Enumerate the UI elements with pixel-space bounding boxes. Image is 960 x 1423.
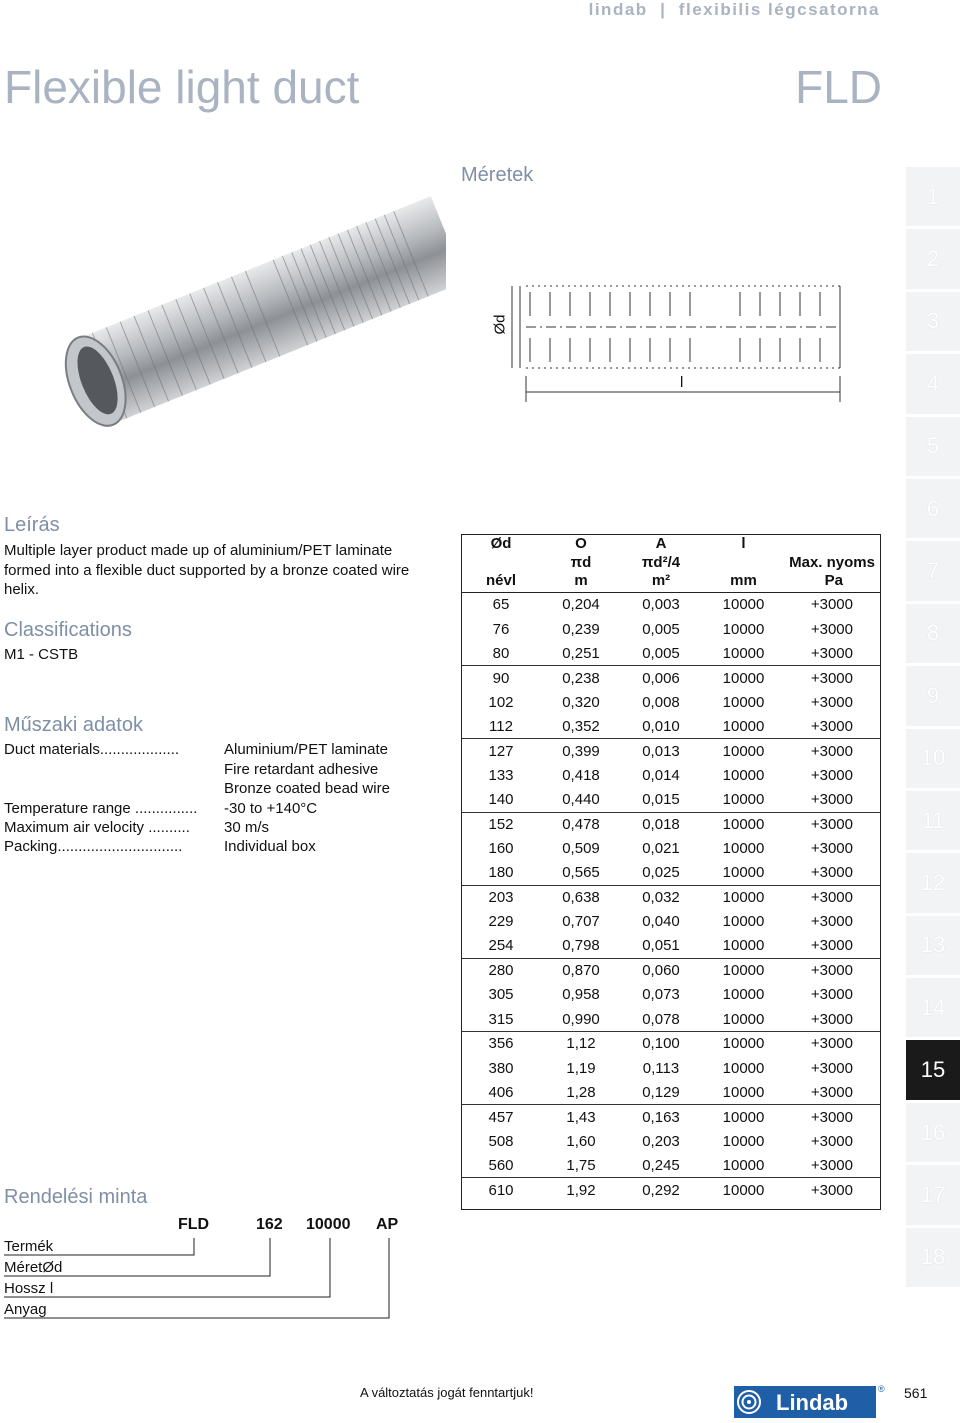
col-sub-d — [461, 553, 541, 572]
cell-area: 0,008 — [642, 693, 680, 711]
cell-length: 10000 — [722, 1059, 765, 1077]
size-table — [461, 534, 881, 1202]
chapter-tab-14[interactable]: 14 — [906, 978, 960, 1040]
cell-area: 0,203 — [642, 1132, 680, 1150]
cell-area: 0,100 — [621, 1032, 701, 1056]
cell-circumference: 1,12 — [541, 1032, 621, 1056]
cell-max-pressure: +3000 — [810, 1132, 853, 1150]
order-label-size: MéretØd — [4, 1259, 63, 1276]
cell-length: 10000 — [722, 596, 765, 614]
col-header-a: A — [655, 535, 667, 552]
col-header-o: O — [575, 535, 587, 552]
col-header-l: l — [741, 535, 746, 552]
cell-length: 10000 — [722, 620, 765, 638]
order-label-length: Hossz l — [4, 1280, 54, 1297]
cell-max-pressure: +3000 — [810, 596, 853, 614]
cell-diameter: 610 — [461, 1178, 541, 1202]
cell-max-pressure: +3000 — [810, 840, 853, 858]
cell-circumference: 0,509 — [562, 840, 600, 858]
brand-name: Lindab — [776, 1390, 849, 1415]
cell-length: 10000 — [701, 812, 786, 836]
cell-diameter: 203 — [461, 885, 541, 909]
cell-length: 10000 — [722, 913, 765, 931]
lindab-logo — [734, 1386, 876, 1418]
cell-area: 0,113 — [642, 1059, 680, 1077]
technical-value-materials-2: Fire retardant adhesive — [224, 761, 379, 778]
order-code-size: 162 — [256, 1216, 283, 1233]
cell-area: 0,292 — [621, 1178, 701, 1202]
cell-circumference: 0,239 — [562, 620, 600, 638]
col-sub-l — [701, 553, 786, 572]
cell-area: 0,014 — [642, 766, 680, 784]
cell-length: 10000 — [722, 1010, 765, 1028]
chapter-tab-8[interactable]: 8 — [906, 604, 960, 666]
product-code: FLD — [795, 61, 882, 113]
cell-area: 0,010 — [642, 717, 680, 735]
header-breadcrumb: lindab | flexibilis légcsatorna — [588, 0, 880, 19]
cell-max-pressure: +3000 — [786, 812, 881, 836]
cell-diameter: 280 — [461, 958, 541, 982]
page-title: Flexible light duct — [4, 61, 360, 113]
cell-area: 0,003 — [642, 596, 680, 614]
col-sub-o: πd — [570, 554, 592, 571]
cell-area: 0,040 — [642, 913, 680, 931]
table-row — [461, 910, 881, 934]
cell-diameter: 90 — [461, 666, 541, 690]
cell-diameter: 406 — [488, 1083, 514, 1101]
cell-area: 0,021 — [642, 840, 680, 858]
cell-area: 0,005 — [642, 620, 680, 638]
cell-diameter: 140 — [488, 791, 514, 809]
cell-max-pressure: +3000 — [810, 791, 853, 809]
technical-value-temperature: -30 to +140°C — [224, 800, 318, 817]
chapter-tab-7[interactable]: 7 — [906, 541, 960, 603]
order-label-product: Termék — [4, 1238, 54, 1255]
duct-photo — [4, 165, 446, 495]
table-row — [461, 1153, 881, 1177]
col-sub-a: πd²/4 — [641, 554, 681, 571]
table-row — [461, 739, 881, 763]
technical-label-packing: Packing.............................. — [4, 838, 183, 855]
classification-value: M1 - CSTB — [4, 646, 79, 663]
classifications-heading: Classifications — [4, 619, 132, 641]
table-row — [461, 836, 881, 860]
cell-area: 0,051 — [642, 937, 680, 955]
cell-max-pressure: +3000 — [810, 717, 853, 735]
cell-area: 0,032 — [621, 885, 701, 909]
cell-length: 10000 — [722, 693, 765, 711]
cell-length: 10000 — [722, 717, 765, 735]
cell-diameter: 76 — [492, 620, 510, 638]
cell-area: 0,005 — [642, 644, 680, 662]
order-code-product: FLD — [178, 1216, 210, 1233]
description-heading: Leírás — [4, 514, 60, 536]
cell-diameter: 102 — [488, 693, 514, 711]
col-header-d: Ød — [490, 535, 512, 552]
cell-area: 0,129 — [642, 1083, 680, 1101]
technical-value-packing: Individual box — [224, 838, 316, 855]
table-row — [461, 1178, 881, 1202]
cell-diameter: 305 — [488, 986, 514, 1004]
cell-circumference: 0,958 — [562, 986, 600, 1004]
order-label-material: Anyag — [4, 1301, 47, 1318]
cell-circumference: 0,870 — [541, 958, 621, 982]
cell-area: 0,025 — [642, 864, 680, 882]
cell-circumference: 0,707 — [562, 913, 600, 931]
table-row — [461, 1032, 881, 1056]
cell-circumference: 0,990 — [562, 1010, 600, 1028]
cell-length: 10000 — [701, 1032, 786, 1056]
cell-length: 10000 — [701, 1105, 786, 1129]
cell-diameter: 254 — [488, 937, 514, 955]
cell-circumference: 0,440 — [562, 791, 600, 809]
chapter-tab-3[interactable]: 3 — [906, 292, 960, 354]
cell-max-pressure: +3000 — [786, 958, 881, 982]
table-row — [461, 812, 881, 836]
cell-max-pressure: +3000 — [786, 1105, 881, 1129]
cell-max-pressure: +3000 — [810, 766, 853, 784]
cell-max-pressure: +3000 — [810, 644, 853, 662]
technical-heading: Műszaki adatok — [4, 714, 143, 736]
cell-circumference: 1,28 — [566, 1083, 596, 1101]
order-example — [0, 1214, 420, 1324]
cell-length: 10000 — [701, 739, 786, 763]
table-row — [461, 1129, 881, 1153]
cell-diameter: 127 — [461, 739, 541, 763]
cell-length: 10000 — [722, 791, 765, 809]
technical-label-materials: Duct materials................... — [4, 741, 180, 758]
cell-length: 10000 — [722, 1083, 765, 1101]
cell-length: 10000 — [722, 840, 765, 858]
chapter-tab-2[interactable]: 2 — [906, 229, 960, 291]
chapter-tab-13[interactable]: 13 — [906, 916, 960, 978]
table-row — [461, 641, 881, 665]
cell-max-pressure: +3000 — [810, 620, 853, 638]
cell-max-pressure: +3000 — [810, 937, 853, 955]
cell-diameter: 457 — [461, 1105, 541, 1129]
table-row — [461, 690, 881, 714]
cell-circumference: 0,478 — [541, 812, 621, 836]
chapter-tabs — [906, 167, 960, 1290]
cell-diameter: 160 — [488, 840, 514, 858]
cell-circumference: 0,798 — [562, 937, 600, 955]
cell-area: 0,078 — [642, 1010, 680, 1028]
chapter-tab-5[interactable]: 5 — [906, 417, 960, 479]
cell-max-pressure: +3000 — [810, 1083, 853, 1101]
cell-length: 10000 — [722, 937, 765, 955]
description-text: Multiple layer product made up of aluminium/PET laminate formed into a flexible duct supported by a bronze coated wire helix. — [4, 542, 410, 598]
technical-value-velocity: 30 m/s — [224, 819, 270, 836]
cell-diameter: 356 — [461, 1032, 541, 1056]
cell-circumference: 0,238 — [541, 666, 621, 690]
cell-max-pressure: +3000 — [786, 739, 881, 763]
col-sub-p: Max. nyoms — [789, 554, 875, 571]
registered-mark: ® — [878, 1384, 885, 1394]
cell-length: 10000 — [722, 1132, 765, 1150]
cell-circumference: 1,75 — [566, 1156, 596, 1174]
cell-length: 10000 — [722, 766, 765, 784]
chapter-tab-17[interactable]: 17 — [906, 1165, 960, 1227]
table-row — [461, 958, 881, 982]
cell-diameter: 315 — [488, 1010, 514, 1028]
cell-area: 0,245 — [642, 1156, 680, 1174]
table-row — [461, 1056, 881, 1080]
cell-area: 0,163 — [621, 1105, 701, 1129]
cell-length: 10000 — [722, 986, 765, 1004]
cell-circumference: 0,638 — [541, 885, 621, 909]
dimension-drawing — [490, 272, 850, 412]
chapter-tab-10[interactable]: 10 — [906, 729, 960, 791]
col-unit-p: Pa — [786, 572, 881, 593]
cell-max-pressure: +3000 — [810, 693, 853, 711]
table-row — [461, 885, 881, 909]
cell-circumference: 1,92 — [541, 1178, 621, 1202]
cell-area: 0,013 — [621, 739, 701, 763]
table-row — [461, 763, 881, 787]
technical-label-velocity: Maximum air velocity .......... — [4, 819, 190, 836]
cell-circumference: 0,204 — [562, 596, 600, 614]
cell-length: 10000 — [701, 885, 786, 909]
col-unit-a: m² — [621, 572, 701, 593]
cell-max-pressure: +3000 — [786, 666, 881, 690]
cell-diameter: 380 — [488, 1059, 514, 1077]
cell-area: 0,060 — [621, 958, 701, 982]
cell-max-pressure: +3000 — [786, 1178, 881, 1202]
cell-diameter: 65 — [492, 596, 510, 614]
cell-diameter: 133 — [488, 766, 514, 784]
cell-length: 10000 — [701, 958, 786, 982]
cell-circumference: 0,418 — [562, 766, 600, 784]
table-row — [461, 1007, 881, 1031]
table-row — [461, 1080, 881, 1104]
dimension-label-d: Ød — [491, 314, 509, 335]
chapter-tab-1[interactable]: 1 — [906, 167, 960, 229]
cell-circumference: 0,565 — [562, 864, 600, 882]
technical-value-materials-3: Bronze coated bead wire — [224, 780, 390, 797]
col-unit-o: m — [541, 572, 621, 593]
cell-diameter: 508 — [488, 1132, 514, 1150]
table-row — [461, 861, 881, 885]
dimensions-heading: Méretek — [461, 164, 534, 186]
cell-circumference: 0,352 — [562, 717, 600, 735]
chapter-tab-6[interactable]: 6 — [906, 479, 960, 541]
chapter-tab-12[interactable]: 12 — [906, 853, 960, 915]
cell-area: 0,018 — [621, 812, 701, 836]
cell-max-pressure: +3000 — [810, 1059, 853, 1077]
cell-length: 10000 — [722, 1156, 765, 1174]
table-row — [461, 934, 881, 958]
col-unit-l: mm — [701, 572, 786, 593]
cell-diameter: 560 — [488, 1156, 514, 1174]
cell-circumference: 1,43 — [541, 1105, 621, 1129]
table-row — [461, 1105, 881, 1129]
cell-length: 10000 — [701, 666, 786, 690]
cell-max-pressure: +3000 — [810, 1156, 853, 1174]
col-unit-d: névl — [461, 572, 541, 593]
cell-max-pressure: +3000 — [810, 864, 853, 882]
cell-length: 10000 — [701, 1178, 786, 1202]
table-row — [461, 617, 881, 641]
cell-max-pressure: +3000 — [810, 986, 853, 1004]
chapter-tab-4[interactable]: 4 — [906, 354, 960, 416]
chapter-tab-9[interactable]: 9 — [906, 666, 960, 728]
cell-diameter: 229 — [488, 913, 514, 931]
page-number: 561 — [904, 1385, 928, 1401]
cell-area: 0,006 — [621, 666, 701, 690]
cell-length: 10000 — [722, 644, 765, 662]
cell-circumference: 1,19 — [566, 1059, 596, 1077]
cell-circumference: 0,251 — [562, 644, 600, 662]
order-code-material: AP — [376, 1216, 399, 1233]
chapter-tab-18[interactable]: 18 — [906, 1228, 960, 1290]
table-row — [461, 666, 881, 690]
cell-max-pressure: +3000 — [786, 885, 881, 909]
table-row — [461, 983, 881, 1007]
col-header-empty — [786, 534, 881, 553]
footer-notice: A változtatás jogát fenntartjuk! — [360, 1385, 534, 1400]
order-heading: Rendelési minta — [4, 1186, 148, 1208]
cell-max-pressure: +3000 — [810, 1010, 853, 1028]
table-row — [461, 714, 881, 738]
cell-diameter: 112 — [489, 717, 513, 735]
chapter-tab-16[interactable]: 16 — [906, 1103, 960, 1165]
chapter-tab-15[interactable]: 15 — [906, 1040, 960, 1102]
cell-max-pressure: +3000 — [810, 913, 853, 931]
dimension-label-l: l — [680, 374, 684, 391]
technical-label-temperature: Temperature range ............... — [4, 800, 198, 817]
chapter-tab-11[interactable]: 11 — [906, 791, 960, 853]
cell-area: 0,015 — [642, 791, 680, 809]
cell-diameter: 80 — [492, 644, 510, 662]
cell-circumference: 0,399 — [541, 739, 621, 763]
cell-area: 0,073 — [642, 986, 680, 1004]
technical-value-materials-1: Aluminium/PET laminate — [224, 741, 388, 758]
cell-circumference: 1,60 — [566, 1132, 596, 1150]
table-row — [461, 593, 881, 617]
cell-diameter: 152 — [461, 812, 541, 836]
cell-diameter: 180 — [488, 864, 514, 882]
table-row — [461, 788, 881, 812]
order-code-length: 10000 — [306, 1216, 351, 1233]
cell-max-pressure: +3000 — [786, 1032, 881, 1056]
cell-circumference: 0,320 — [562, 693, 600, 711]
cell-length: 10000 — [722, 864, 765, 882]
